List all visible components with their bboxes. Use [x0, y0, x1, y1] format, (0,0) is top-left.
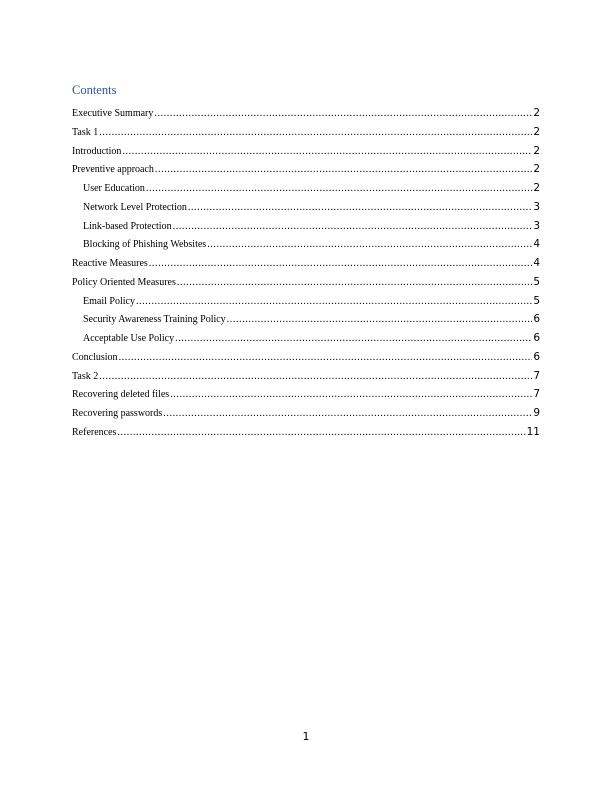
toc-entry[interactable]	[72, 329, 540, 348]
toc-entry-page: 11	[526, 425, 540, 438]
table-of-contents	[72, 104, 540, 442]
toc-entry-title: Preventive approach	[72, 164, 154, 176]
toc-entry-title: References	[72, 426, 117, 438]
toc-entry-title: Policy Oriented Measures	[72, 276, 176, 288]
toc-entry[interactable]	[72, 142, 540, 161]
toc-entry[interactable]	[72, 104, 540, 123]
toc-entry-title: Executive Summary	[72, 108, 154, 119]
toc-entry-page: 3	[533, 200, 540, 213]
toc-dot-leader	[163, 405, 532, 423]
toc-entry-page: 5	[533, 275, 540, 288]
toc-entry[interactable]	[72, 367, 540, 386]
toc-entry-title: Blocking of Phishing Websites	[83, 239, 207, 251]
toc-entry[interactable]	[72, 217, 540, 236]
contents-heading: Contents	[72, 83, 117, 97]
toc-dot-leader	[207, 236, 532, 254]
toc-dot-leader	[188, 199, 532, 217]
toc-entry-page: 7	[533, 388, 540, 401]
toc-entry[interactable]	[72, 292, 540, 311]
toc-entry-page: 5	[533, 294, 540, 307]
toc-dot-leader	[119, 349, 533, 367]
toc-entry[interactable]	[72, 404, 540, 423]
toc-entry[interactable]	[72, 348, 540, 367]
toc-entry-page: 2	[533, 125, 540, 138]
toc-entry-page: 3	[533, 219, 540, 232]
toc-dot-leader	[136, 293, 532, 311]
toc-dot-leader	[177, 274, 532, 292]
toc-entry[interactable]	[72, 310, 540, 329]
toc-dot-leader	[155, 161, 532, 179]
toc-entry[interactable]	[72, 423, 540, 442]
toc-entry[interactable]	[72, 198, 540, 217]
toc-entry-title: Task 2	[72, 370, 99, 382]
toc-entry-page: 2	[533, 163, 540, 176]
toc-entry-page: 6	[533, 332, 540, 344]
toc-dot-leader	[227, 311, 533, 329]
toc-entry-title: Recovering deleted files	[72, 389, 170, 401]
toc-entry[interactable]	[72, 385, 540, 404]
toc-entry-title: Recovering passwords	[72, 408, 163, 419]
toc-entry-title: Introduction	[72, 145, 122, 157]
toc-dot-leader	[173, 218, 533, 236]
toc-entry-title: Conclusion	[72, 351, 118, 363]
toc-entry-title: Acceptable Use Policy	[83, 333, 175, 344]
toc-entry-page: 9	[533, 407, 540, 419]
toc-entry-page: 2	[533, 107, 540, 119]
toc-entry-title: Link-based Protection	[83, 220, 172, 232]
toc-entry-page: 4	[533, 238, 540, 251]
toc-dot-leader	[149, 255, 533, 273]
toc-entry[interactable]	[72, 160, 540, 179]
toc-dot-leader	[170, 386, 532, 404]
toc-entry[interactable]	[72, 235, 540, 254]
toc-dot-leader	[117, 424, 525, 442]
toc-entry-page: 4	[533, 257, 540, 269]
toc-entry-page: 2	[533, 144, 540, 157]
toc-entry[interactable]	[72, 179, 540, 198]
toc-entry-page: 2	[533, 182, 540, 194]
toc-dot-leader	[99, 124, 532, 142]
toc-entry-page: 6	[533, 313, 540, 326]
toc-entry-page: 7	[533, 369, 540, 382]
toc-dot-leader	[122, 143, 532, 161]
toc-entry-title: Reactive Measures	[72, 258, 148, 269]
toc-entry[interactable]	[72, 254, 540, 273]
toc-dot-leader	[99, 368, 532, 386]
toc-entry[interactable]	[72, 273, 540, 292]
toc-entry-page: 6	[533, 350, 540, 363]
toc-dot-leader	[175, 330, 532, 348]
toc-entry-title: Security Awareness Training Policy	[83, 314, 226, 326]
toc-dot-leader	[146, 180, 532, 198]
toc-entry-title: Email Policy	[83, 295, 135, 307]
toc-dot-leader	[154, 105, 532, 123]
toc-entry-title: Network Level Protection	[83, 201, 187, 213]
toc-entry[interactable]	[72, 123, 540, 142]
toc-entry-title: Task 1	[72, 126, 99, 138]
toc-entry-title: User Education	[83, 183, 145, 194]
page-number: 1	[302, 730, 310, 743]
